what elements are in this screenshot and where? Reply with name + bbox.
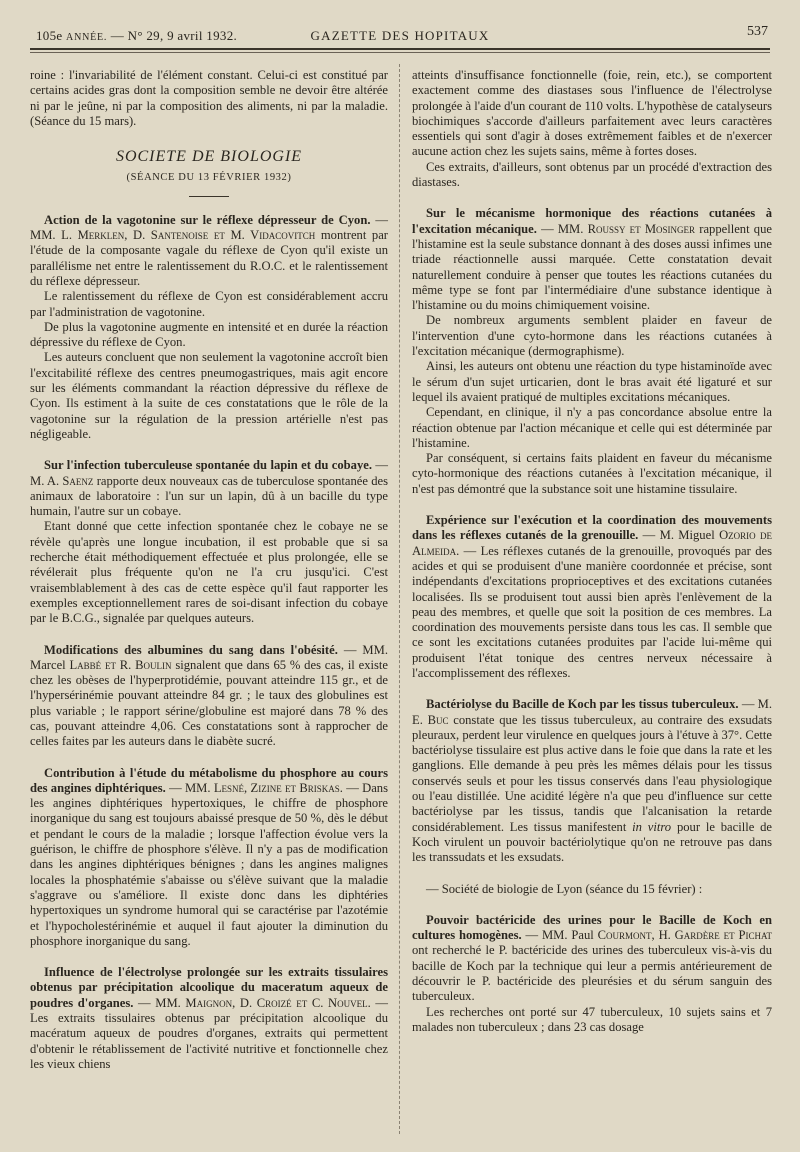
article-pouvoir-bactericide: Pouvoir bactéricide des urines pour le Bacille de Koch en cultures homogènes. — MM. Paul Courmont, H. Gardère et Pichat ont recherché le P. bactéricide des urines des tuberculeux vis-à-vis du bacille de Koch par la technique qui leur a permis antérieurement de découvrir le P. bactéricide des pleurésies et du sérum sanguin des tuberculeux. Les recherches ont porté sur 47 tuberculeux, 10 sujets sains et 7 malades non tuberculeux ; dans 23 cas dosage [412,912,773,1034]
article-albumines-obesite: Modifications des albumines du sang dans l'obésité. — MM. Marcel Labbé et R. Boulin signalent que dans 65 % des cas, il existe chez les obèses de l'hyperprotidémie, pouvant atteindre 115 gr., et de l'hypersérinémie pouvant atteindre 84 gr. ; le taux des globulines est plus variable ; le rapport sérine/globuline est majoré dans 78 % des cas, pouvant atteindre 4,06. Ces constatations sont à rapprocher de celles faites par les auteurs dans le diabète sucré. [30,642,388,749]
article-title: Bactériolyse du Bacille de Koch par les tissus tuberculeux. [426,697,739,712]
article-title: Sur l'infection tuberculeuse spontanée du lapin et du cobaye. [44,458,372,473]
article-title: Expérience sur l'exécution et la coordination des mouvements dans les réflexes cutanés de la grenouille. [412,513,772,543]
header-rule-thin [30,52,770,53]
article-vagotonine: Action de la vagotonine sur le réflexe dépresseur de Cyon. — MM. L. Merklen, D. Santenoise et M. Vidacovitch montrent par l'étude de la composante vagale du réflexe de Cyon qu'il existe un parallélisme net entre le ralentissement du R.O.C. et le ralentissement du réflexe dépresseur. Le ralentissement du réflexe de Cyon est considérablement accru par l'administration de vagotonine. De plus la vagotonine augmente en intensité et en durée la réaction dépressive du réflexe de Cyon. Les auteurs concluent que non seulement la vagotonine accroît bien l'excitabilité réflexe des centres pneumogastriques, mais agit encore sur les éléments commandant la réaction dépressive du réflexe de Cyon. Ils estiment à la suite de ces constatations que le rôle de la vagotonine sur la régulation de la pression artérielle n'est pas négligeable. [30,212,389,441]
section-title: SOCIETE DE BIOLOGIE [115,148,303,166]
journal-title: GAZETTE DES HOPITAUX [310,28,490,43]
article-electrolyse: Influence de l'électrolyse prolongée sur les extraits tissulaires obtenus par précipitation alcoolique du maceratum aqueux de poudres d'organes. — MM. Maignon, D. Croizé et C. Nouvel. — Les extraits tissulaires obtenus par précipitation alcoolique du macératum aqueux de poudres d'organes, extraits qui permettent d'obtenir le rétablissement de l'activité nutritive et fonctionnelle chez les vieux chiens [30,965,388,1071]
article-authors: Merklen, D. Santenoise et M. Vidacovitch [77,228,316,243]
right-column [412,68,772,1035]
article-bacteriolyse: Bactériolyse du Bacille de Koch par les tissus tuberculeux. — M. E. Buc constate que les tissus tuberculeux, au contraire des exsudats pleuraux, perdent leur virulence en quelques jours à l'étuve à 37°. Cette bactériolyse tissulaire est plus active dans le foie que dans la rate et les ganglions. Elle demande à peu près les mêmes délais pour les tissus conservés seuls et pour les tissus conservés dans l'eau physiologique ou l'eau distillée. Une acidité légère n'a que peu d'influence sur cette bactériolyse par les tissus, tandis que l'alcanisation la retarde considérablement. Les tissus manifestent in vitro pour le bacille de Koch virulent un pouvoir bactériolytique qu'on ne retrouve pas dans les transsudats et les exsudats. [412,697,773,865]
article-continuation: roine : l'invariabilité de l'élément constant. Celui-ci est constitué par certains acides gras dont la composition semble ne devoir être altérée ni par le jeûne, ni par la composition des aliments, ni par la maladie. (Séance du 15 mars). [30,68,388,128]
article-title: Contribution à l'étude du métabolisme du phosphore au cours des angines diphtériques. [30,765,388,795]
article-phosphore-diphterie: Contribution à l'étude du métabolisme du phosphore au cours des angines diphtériques. — MM. Lesné, Zizine et Briskas. — Dans les angines diphtériques hypertoxiques, le chiffre de phosphore inorganique du sang est toujours abaissé presque de 50 %, dès le début et pendant le cours de la maladie ; lorsque l'affection évolue vers la guérison, le chiffre de phosphore s'élève. Il n'y a pas de modification dans les angines diphtériques bénignes ; dans les angines malignes locales la phosphatémie s'abaisse ou s'élève suivant que la maladie s'aggrave ou s'améliore. Il existe donc dans les diphtéries hypertoxiques un syndrome humoral qui se caractérise par l'azotémie et l'hypocholestérinémie et auquel il faut ajouter la diminution du phosphore inorganique du sang. [30,765,389,948]
article-authors: Lesné, Zizine et Briskas. [213,780,343,795]
article-authors: Ozorio de Almeida. [412,528,773,558]
header-rule [30,48,770,50]
article-title: Pouvoir bactéricide des urines pour le Bacille de Koch en cultures homogènes. [412,912,772,943]
article-authors: Maignon, D. Croizé et C. Nouvel. [185,995,371,1010]
article-authors: Saenz [62,473,94,488]
article-title: Action de la vagotonine sur le réflexe dépresseur de Cyon. [44,212,371,227]
column-divider [399,64,400,1134]
page-number: 537 [747,24,768,39]
issue-info: 105e ANNÉE. — N° 29, 9 avril 1932. [36,28,238,43]
article-authors: Buc [427,712,449,727]
article-authors: Labbé et R. Boulin [69,657,172,672]
article-reflexes-grenouille: Expérience sur l'exécution et la coordination des mouvements dans les réflexes cutanés de la grenouille. — M. Miguel Ozorio de Almeida. — Les réflexes cutanés de la grenouille, provoqués par des acides et qui se produisent d'une manière coordonnée et précise, sont indépendants d'excitations proprioceptives et des excitations cutanées localisées. Ils se produisent tout aussi bien après l'enlèvement de la peau des membres, et quelle que soit la position de ces membres. La coordination des mouvements persiste dans tous les cas. Il semble que ce sont les excitations cutanées produites par l'acide lui-même qui produisent l'état tonique des centres nerveux nécessaire à l'accomplissement des réflexes. [412,513,773,680]
page-header [30,22,770,42]
article-title: Sur le mécanisme hormonique des réactions cutanées à l'excitation mécanique. [412,206,772,236]
article-electrolyse-continued: atteints d'insuffisance fonctionnelle (foie, rein, etc.), se comportent exactement comme des diastases sous l'influence de l'électrolyse prolongée à l'aide d'un courant de 110 volts. L'hypothèse de catalyseurs biochimiques s'accorde d'ailleurs parfaitement avec leurs caractères essentiels qui sont d'agir à doses extrêmement faibles et de n'exercer aucune action chez les sujets sains, même à fortes doses. Ces extraits, d'ailleurs, sont obtenus par un procédé d'extraction des diastases. [412,68,772,190]
article-title: Modifications des albumines du sang dans l'obésité. [44,642,338,657]
article-title: Influence de l'électrolyse prolongée sur les extraits tissulaires obtenus par précipitation alcoolique du maceratum aqueux de poudres d'organes. [30,965,388,1010]
section-rule [189,196,229,197]
section-subtitle: (SÉANCE DU 13 FÉVRIER 1932) [126,172,292,184]
left-column [30,68,388,1072]
article-reactions-cutanees: Sur le mécanisme hormonique des réactions cutanées à l'excitation mécanique. — MM. Roussy et Mosinger rappellent que l'histamine est la seule substance donnant à des doses aussi infimes une triade réactionnelle aussi marquée. Cette constatation devait naturellement conduire à penser que toutes les réactions cutanées du même type se font par l'intermédiaire d'une substance identique à l'histamine ou du moins chimiquement voisine. De nombreux arguments semblent plaider en faveur de l'intervention d'une cyto-hormone dans les réactions cutanées à l'excitation mécanique (dermographisme). Ainsi, les auteurs ont obtenu une réaction du type histaminoïde avec le sérum d'un sujet urticarien, dont le bras avait été ligaturé et sur lequel ils avaient pratiqué de multiples excitations mécaniques. Cependant, en clinique, il n'y a pas concordance absolue entre la réaction obtenue par l'action mécanique et celle qui est déterminée par l'histamine. Par conséquent, si certains faits plaident en faveur du mécanisme cyto-hormonique des réactions cutanées à l'excitation mécanique, il n'est pas démontré que la substance soit une histamine tissulaire. [412,206,772,496]
article-infection-tuberculeuse: Sur l'infection tuberculeuse spontanée du lapin et du cobaye. — M. A. Saenz rapporte deux nouveaux cas de tuberculose spontanée des animaux de laboratoire : l'un sur un lapin, dû à un bacille du type humain, l'autre sur un cobaye. Etant donné que cette infection spontanée chez le cobaye ne se révèle qu'après une longue incubation, il est probable que si sa recherche était méthodiquement effectuée et plus prolongée, elle se révélerait plus fréquente qu'on ne l'a cru jusqu'ici. C'est vraisemblablement à des cas de cette espèce qu'il faut rapporter les exemples exceptionnellement rares de soi-disant infection du cobaye par le B.C.G., signalée par quelques auteurs. [30,458,389,626]
article-authors: Roussy et Mosinger [587,221,696,236]
lyon-society-heading: — Société de biologie de Lyon (séance du 15 février) : [426,881,703,896]
article-authors: Courmont, H. Gardère et Pichat [597,928,773,943]
